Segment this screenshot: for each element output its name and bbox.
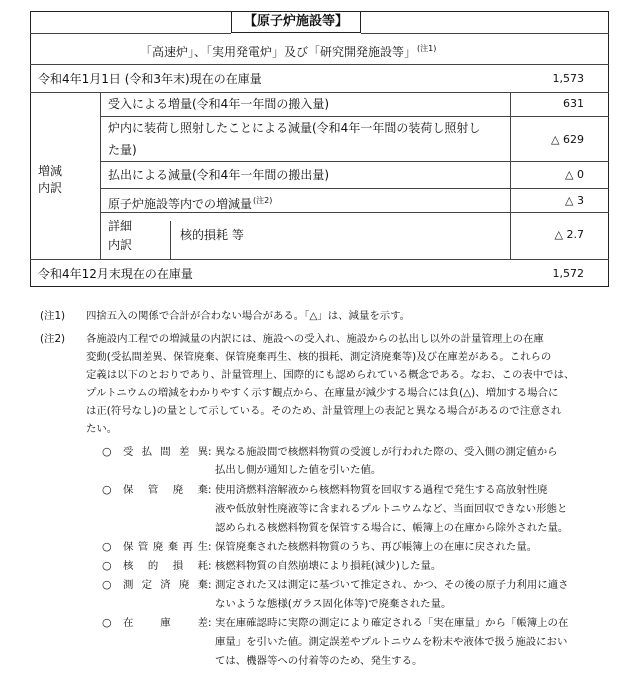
note2-line: は正(符号なし)の量として示している。そのため、計量管理上の表記と異なる場合があるので注意され [86, 405, 562, 417]
definition-line: 核燃料物質の自然崩壊により損耗(減少)した量。 [215, 560, 442, 572]
bullet-circle-icon: ○ [102, 483, 112, 496]
table-subtitle: 「高速炉」、「実用発電炉」及び「研究開発施設等」$^{(注1)}$ [140, 44, 437, 59]
definition-line: ないような態様(ガラス固化体等)で廃棄された量。 [215, 598, 452, 610]
shipment-label: 払出による減量(令和4年一年間の搬出量) [108, 168, 329, 182]
note2-line: 各施設内工程での増減量の内訳には、施設への受入れ、施設からの払出し以外の計量管理上の在庫 [86, 333, 544, 345]
detail-label-line2: 内訳 [108, 238, 133, 252]
breakdown-label-line1: 増減 [38, 164, 63, 178]
detail-item-label: 核的損耗 等 [180, 228, 244, 242]
plutonium-inventory-table [30, 11, 609, 287]
note2-line: プルトニウムの増減をわかりやすく示す観点から、在庫量が減少する場合には負(△)、増加する場合に [86, 387, 559, 399]
note1-text: 四捨五入の関係で合計が合わない場合がある。「△」は、減量を示す。 [86, 310, 411, 322]
bullet-circle-icon: ○ [102, 578, 112, 591]
receipt-value: 631 [563, 97, 584, 110]
irradiation-value: △ 629 [551, 133, 584, 146]
internal-change-value: △ 3 [565, 194, 584, 207]
irradiation-label-line2: た量) [108, 143, 137, 157]
receipt-label: 受入による増量(令和4年一年間の搬入量) [108, 97, 329, 111]
note2-line: たい。 [86, 423, 118, 435]
definition-term: 保管廃棄 [123, 484, 208, 496]
definition-line: 庫量」を引いた値。測定誤差やプルトニウムを粉末や液体で扱う施設におい [215, 636, 568, 648]
definition-term: 測定済廃棄 [123, 579, 208, 591]
definition-line: 実在庫確認時に実際の測定により確定される「実在庫量」から「帳簿上の在 [215, 617, 569, 629]
breakdown-label-line2: 内訳 [38, 181, 63, 195]
definition-term: 保管廃棄再生 [123, 541, 208, 553]
bullet-circle-icon: ○ [102, 445, 112, 458]
definition-line: ては、機器等への付着等のため、発生する。 [215, 655, 423, 667]
note1-marker: (注1) [40, 310, 66, 322]
bullet-circle-icon: ○ [102, 559, 112, 572]
note2-line: 変動(受払間差異、保管廃棄、保管廃棄再生、核的損耗、測定済廃棄等)及び在庫差がある。これらの [86, 351, 552, 363]
start-inventory-label: 令和4年1月1日 (令和3年末)現在の在庫量 [38, 72, 262, 86]
note2-marker: (注2) [40, 333, 66, 345]
detail-label-line1: 詳細 [108, 219, 133, 233]
definition-term: 核的損耗 [123, 560, 208, 572]
definition-term: 在庫差 [123, 617, 208, 629]
table-title: 【原子炉施設等】 [243, 14, 348, 29]
definition-line: 測定された又は測定に基づいて推定され、かつ、その後の原子力利用に適さ [215, 579, 569, 591]
bullet-circle-icon: ○ [102, 540, 112, 553]
definition-line: 液や低放射性廃液等に含まれるプルトニウムなど、当面回収できない形態と [215, 503, 568, 515]
detail-item-value: △ 2.7 [554, 228, 584, 241]
start-inventory-value: 1,573 [552, 72, 584, 85]
note2-line: 定義は以下のとおりであり、計量管理上、国際的にも認められている概念である。なお、この表中では、 [86, 369, 575, 381]
definition-line: 使用済燃料溶解液から核燃料物質を回収する過程で発生する高放射性廃 [215, 484, 548, 496]
definition-line: 保管廃棄された核燃料物質のうち、再び帳簿上の在庫に戻された量。 [215, 541, 538, 553]
end-inventory-label: 令和4年12月末現在の在庫量 [38, 267, 193, 281]
irradiation-label-line1: 炉内に装荷し照射したことによる減量(令和4年一年間の装荷し照射し [108, 121, 481, 135]
definition-term: 受払間差異 [123, 446, 208, 458]
bullet-circle-icon: ○ [102, 616, 112, 629]
end-inventory-value: 1,572 [552, 267, 584, 280]
internal-change-label: 原子炉施設等内での増減量$^{(注2)}$ [108, 196, 273, 211]
document-page: 【原子炉施設等】 「高速炉」、「実用発電炉」及び「研究開発施設等」$^{(注1)}$ 令和4年1月1日 (令和3年末)現在の在庫量 1,573 増減 内訳 受入による増量(令和4年一年間の搬入量) 631 炉内に装荷し照射したことによる減量(令和4年一年間の装荷し照射し た量) △ 629 払出による減量(令和4年一年間の搬出量) △ 0 原子炉施設等内での増減量$^{(注2)}$ △ 3 詳細 内訳 核的損耗 等 △ 2.7 令和4年12月末現在の在庫量 1,572 (注1) 四捨五入の関係で合計が合わない場合がある。「△」は、減量を示す。 (注2) 各施設内工程での増減量の内訳には、施設への受入れ、施設からの払出し以外の計量管理上の在庫 変動(受払間差異、保管廃棄、保管廃棄再生、核的損耗、測定済廃棄等)及び在庫差がある。これらの 定義は以下のとおりであり、計量管理上、国際的にも認められている概念である。なお、この表中では、 プルトニウムの増減をわかりやすく示す観点から、在庫量が減少する場合には負(△)、増加する場合に は正(符号なし)の量として示している。そのため、計量管理上の表記と異なる場合があるので注意され たい。 ○ 受払間差異 : 異なる施設間で核燃料物質の受渡しが行われた際の、受入側の測定値から 払出し側が通知した値を引いた値。 ○ 保管廃棄 : 使用済燃料溶解液から核燃料物質を回収する過程で発生する高放射性廃 液や低放射性廃液等に含まれるプルトニウムなど、当面回収できない形態と 認められる核燃料物質を保管する場合に、帳簿上の在庫から除外された量。 ○ 保管廃棄再生 : 保管廃棄された核燃料物質のうち、再び帳簿上の在庫に戻された量。 ○ 核的損耗 : 核燃料物質の自然崩壊により損耗(減少)した量。 ○ 測定済廃棄 : 測定された又は測定に基づいて推定され、かつ、その後の原子力利用に適さ ないような態様(ガラス固化体等)で廃棄された量。 ○ 在庫差 : 実在庫確認時に実際の測定により確定される「実在庫量」から「帳簿上の在 庫量」を引いた値。測定誤差やプルトニウムを粉末や液体で扱う施設におい ては、機器等への付着等のため、発生する。 [0, 0, 630, 679]
definition-line: 異なる施設間で核燃料物質の受渡しが行われた際の、受入側の測定値から [215, 446, 558, 458]
definition-line: 認められる核燃料物質を保管する場合に、帳簿上の在庫から除外された量。 [215, 522, 569, 534]
definition-line: 払出し側が通知した値を引いた値。 [215, 464, 382, 476]
shipment-value: △ 0 [565, 168, 584, 181]
